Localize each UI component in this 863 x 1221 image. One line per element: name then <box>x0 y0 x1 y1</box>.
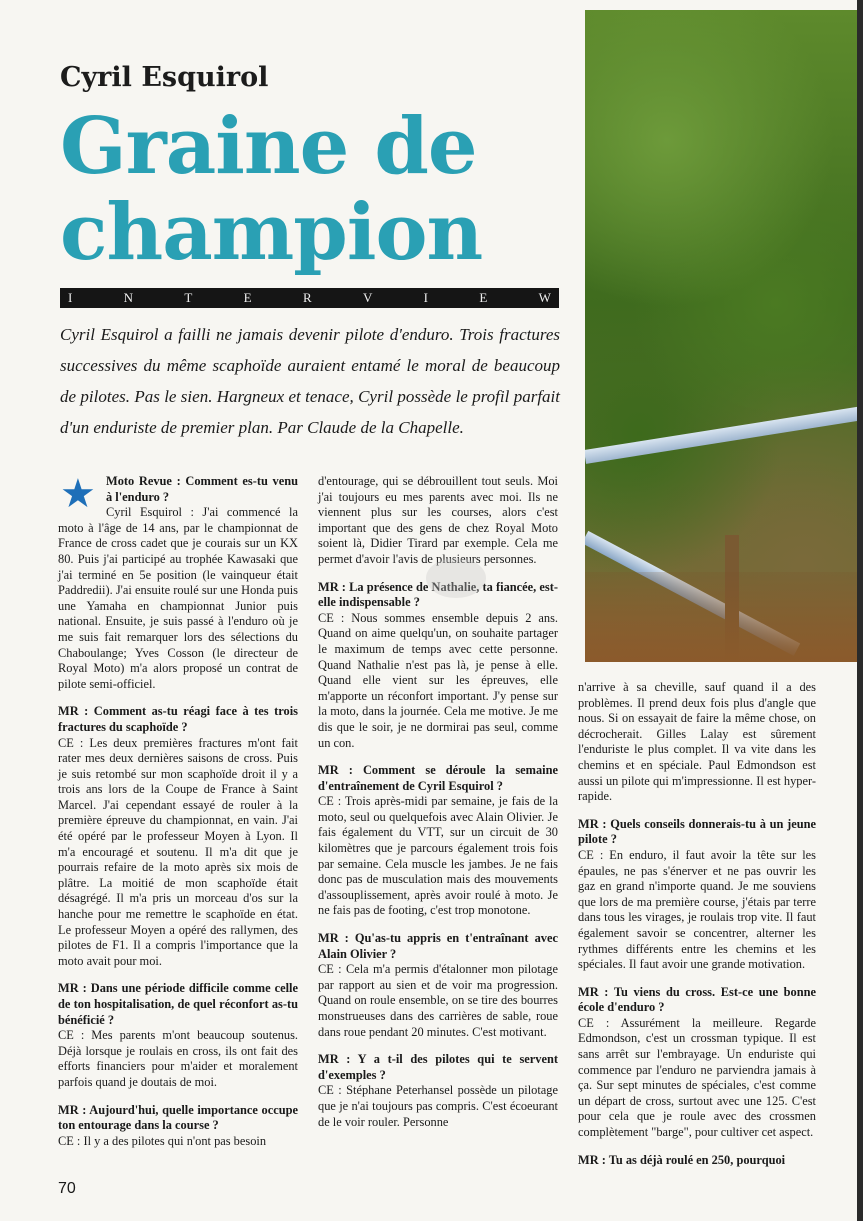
answer: n'arrive à sa cheville, sauf quand il a des problèmes. Il prend deux fois plus d'angle que nous. Si on essayait de faire la même chose, on décrocherait. Gilles Lalay est sûrement l'enduriste le plus complet. Il va vite dans les chemins et en spéciale. Paul Edmondson est aussi un pilote qui m'impressionne. Il est hyper-rapide. <box>578 680 816 804</box>
answer: Cyril Esquirol : J'ai commencé la moto à l'âge de 14 ans, par le championnat de France de cross cadet que je courais sur un KX 80. Puis j'ai participé au trophée Kawasaki que j'ai terminé en 5e position (le vainqueur était Paddredii). J'ai ensuite roulé sur une Honda puis une Yamaha en championnat Junior puis national. Ensuite, je suis passé à l'enduro où je me suis fait remarquer lors des sélections du Chaboulange; Yves Cosson (le directeur de Royal Moto) m'a alors proposé un contrat de pilote semi-officiel. <box>58 505 298 691</box>
column-3 <box>578 680 816 1168</box>
interview-banner <box>60 288 559 308</box>
question: MR : Dans une période difficile comme celle de ton hospitalisation, de quel réconfort as-tu bénéficié ? <box>58 981 298 1027</box>
star-icon: ★ <box>60 471 96 516</box>
question: Moto Revue : Comment es-tu venu à l'enduro ? <box>106 474 298 504</box>
question: MR : Comment se déroule la semaine d'entraînement de Cyril Esquirol ? <box>318 763 558 793</box>
banner-letter: I <box>423 290 429 305</box>
question: MR : Tu viens du cross. Est-ce une bonne école d'enduro ? <box>578 984 816 1015</box>
answer: CE : Mes parents m'ont beaucoup soutenus. Déjà lorsque je roulais en cross, ils ont fait des efforts financiers pour m'aider et moralement parfois quand je doutais de moi. <box>58 1028 298 1089</box>
banner-letter: T <box>184 290 193 305</box>
motocross-photo <box>585 10 857 662</box>
answer: CE : Il y a des pilotes qui n'ont pas besoin <box>58 1133 267 1148</box>
answer: CE : Assurément la meilleure. Regarde Edmondson, c'est un crossman typique. Il est sans arrêt sur l'embrayage. Un enduriste qui commence par l'enduro ne parviendra jamais à ça. Sur sept minutes de spéciales, c'est comme un départ de cross, surtout avec une 125. C'est pour cela que je roule avec des crossmen complètement "barge", pour cultiver cet aspect. <box>578 1015 816 1140</box>
answer: d'entourage, qui se débrouillent tout seuls. Moi j'ai toujours eu mes parents avec moi. Ils ne viennent plus sur les courses, alors c'est important que des gens de chez Royal Moto soient là, Didier Tirard par exemple. Cela me permet d'avoir l'avis de plusieurs personnes. <box>318 474 558 566</box>
banner-letter: N <box>123 290 134 305</box>
banner-letter: I <box>68 290 73 305</box>
title-line: Graine de <box>60 101 477 192</box>
answer: CE : Cela m'a permis d'étalonner mon pilotage par rapport au sien et de voir ma progression. Quand on roule ensemble, on se tire des bourres monstrueuses dans des carrières de sable, roue dans roue pendant 20 minutes. C'est motivant. <box>318 962 558 1039</box>
banner-letter: V <box>362 290 373 305</box>
page-number: 70 <box>58 1180 76 1197</box>
question: MR : Aujourd'hui, quelle importance occupe ton entourage dans la course ? <box>58 1102 298 1133</box>
answer: CE : Nous sommes ensemble depuis 2 ans. Quand on aime quelqu'un, on souhaite partager le maximum de temps avec cette personne. Quand Nathalie n'est pas là, je pense à elle. Quand elle vient sur les épreuves, elle m'apporte un réconfort important. J'y pense sur la moto, dans la journée. Cela me motive. Je me dis que le soir, je ne dormirai pas seul, comme un con. <box>318 610 558 750</box>
question: MR : Quels conseils donnerais-tu à un jeune pilote ? <box>578 816 816 847</box>
answer: CE : En enduro, il faut avoir la tête sur les épaules, ne pas s'énerver et ne pas ouvrir les gaz en grand n'importe quand. Je me souviens que lors de ma première course, j'étais par terre dans tous les virages, je roulais trop vite. Il faut également savoir se concentrer, alterner les rythmes différents entre les chemins et les spéciales. Il faut avoir une grande motivation. <box>578 847 816 972</box>
answer: CE : Stéphane Peterhansel possède un pilotage que je n'ai toujours pas compris. C'est écoeurant de le voir rouler. Personne <box>318 1083 558 1129</box>
ground <box>585 572 857 662</box>
article-intro: Cyril Esquirol a failli ne jamais devenir pilote d'enduro. Trois fractures successives du même scaphoïde auraient entamé le moral de beaucoup de pilotes. Pas le sien. Hargneux et tenace, Cyril possède le profil parfait d'un enduriste de premier plan. Par Claude de la Chapelle. <box>60 325 560 437</box>
subject-name: Cyril Esquirol <box>60 62 269 93</box>
answer: CE : Les deux premières fractures m'ont fait rater mes deux dernières saisons de cross. Puis je suis retombé sur mon scaphoïde droit il y a trois ans lors de la Coupe de France à Saint Marcel. J'ai cependant essayé de rouler à la première épreuve du championnat, en vain. J'ai été opéré par le professeur Moyen à Lyon. Il m'a encouragé et soutenu. Il m'a dit que je pourrais refaire de la moto après six mois de plâtre. La moitié de mon scaphoïde était désagrégé. Il m'a pris un morceau d'os sur la hanche pour me remettre le scaphoïde en état. Le professeur Moyen a opéré des rallymen, des pilotes de F1. Il a compris l'importance que la moto avait pour moi. <box>58 735 298 968</box>
question: MR : Qu'as-tu appris en t'entraînant avec Alain Olivier ? <box>318 931 558 961</box>
answer: CE : Trois après-midi par semaine, je fais de la moto, seul ou quelquefois avec Alain Olivier. Je fais également du VTT, sur un circuit de 30 kilomètres que je parcours également trois fois par semaine. Cela muscle les jambes. Je ne fais donc pas de musculation mais des mouvements d'assouplissement, après avoir roulé à moto. Je ne fais pas de footing, c'est trop monotone. <box>318 794 558 918</box>
banner-letter: E <box>479 290 488 305</box>
page-edge <box>857 0 863 1221</box>
banner-letter: R <box>302 290 312 305</box>
article-title <box>60 101 580 278</box>
column-1 <box>58 471 298 1149</box>
question: MR : Comment as-tu réagi face à tes trois fractures du scaphoïde ? <box>58 704 298 734</box>
banner-letter: W <box>538 290 551 305</box>
banner-letter: E <box>243 290 252 305</box>
course-tape <box>585 403 857 464</box>
title-line: champion <box>60 187 483 278</box>
question: MR : Tu as déjà roulé en 250, pourquoi <box>578 1152 786 1167</box>
question: MR : La présence de Nathalie, ta fiancée, est-elle indispensable ? <box>318 579 558 610</box>
question: MR : Y a t-il des pilotes qui te servent d'exemples ? <box>318 1052 558 1082</box>
watermark-logo <box>426 558 486 598</box>
